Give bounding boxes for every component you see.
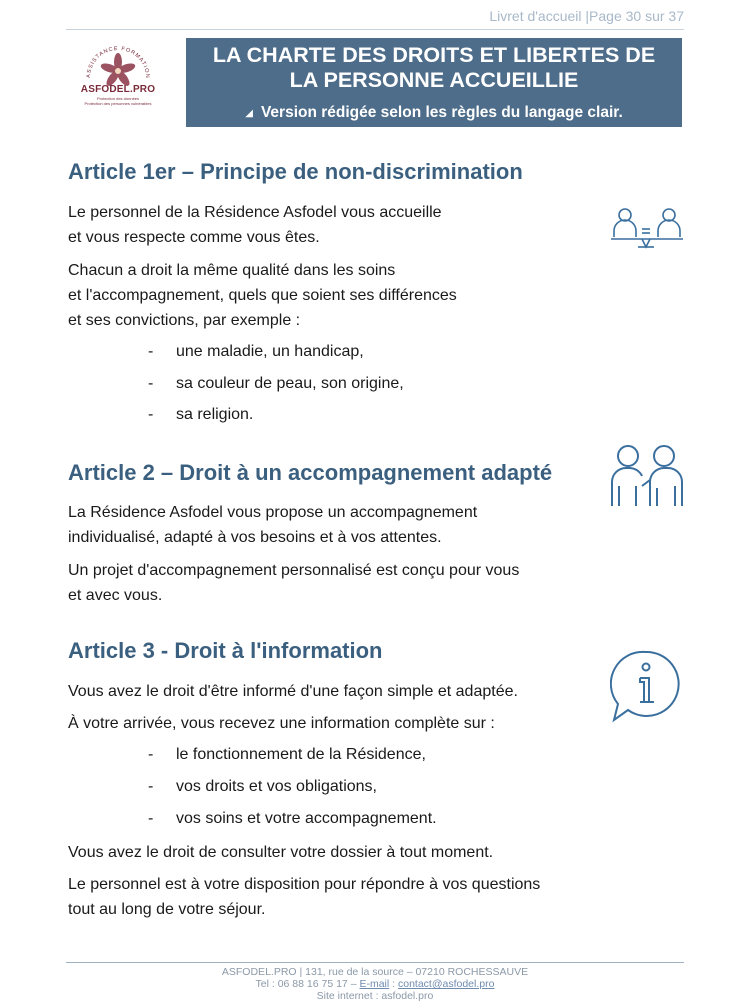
- title-subtitle: [186, 104, 682, 122]
- article1-p2-line1: Chacun a droit la même qualité dans les soins: [68, 262, 396, 279]
- logo-brand: ASFODEL.PRO: [80, 84, 156, 95]
- article2-p2-line1: Un projet d'accompagnement personnalisé est conçu pour vous: [68, 562, 520, 579]
- article1-heading: Article 1er – Principe de non-discrimination: [68, 159, 523, 184]
- footer-contact: [0, 978, 750, 990]
- article3-heading: Article 3 - Droit à l'information: [68, 638, 383, 663]
- footer-address: ASFODEL.PRO | 131, rue de la source – 07210 ROCHESSAUVE: [221, 966, 529, 978]
- info-speech-bubble-icon: [610, 648, 682, 724]
- footer-email-label: E-mail: [359, 978, 390, 990]
- article2-p1-line1: La Résidence Asfodel vous propose un accompagnement: [68, 504, 478, 521]
- footer-divider: [66, 962, 684, 963]
- subtitle-text: Version rédigée selon les règles du langage clair.: [260, 104, 623, 121]
- logo-subtitle: [78, 96, 158, 106]
- footer-tel: Tel : 06 88 16 75 17 –: [255, 978, 360, 990]
- article1-p2-line3: et ses convictions, par exemple :: [68, 312, 301, 329]
- title-line1: LA CHARTE DES DROITS ET LIBERTES DE: [212, 43, 656, 67]
- list-item: - sa couleur de peau, son origine,: [148, 375, 404, 392]
- article1-p1-line1: Le personnel de la Résidence Asfodel vous accueille: [68, 204, 442, 221]
- article3-p4-line2: tout au long de votre séjour.: [68, 901, 266, 918]
- two-people-icon: [608, 442, 686, 510]
- footer-email-sep: :: [389, 978, 398, 990]
- article2-p2-line2: et avec vous.: [68, 587, 163, 604]
- list-item: - une maladie, un handicap,: [148, 343, 364, 360]
- logo-sub2: Protection des personnes vulnérables: [84, 101, 152, 106]
- title-banner: [186, 38, 682, 127]
- list-item: - sa religion.: [148, 406, 254, 423]
- logo-sub1: Protection des données: [96, 96, 140, 101]
- page-header: Livret d'accueil |Page 30 sur 37: [489, 8, 684, 24]
- equality-scale-icon: [608, 205, 684, 255]
- triangle-icon: ◢: [245, 108, 253, 119]
- header-divider: [66, 29, 684, 30]
- article3-p3: Vous avez le droit de consulter votre dossier à tout moment.: [68, 844, 494, 861]
- article2-p1-line2: individualisé, adapté à vos besoins et à vos attentes.: [68, 529, 442, 546]
- title-line2: LA PERSONNE ACCUEILLIE: [289, 68, 579, 92]
- list-item: - vos droits et vos obligations,: [148, 778, 377, 795]
- article3-p1: Vous avez le droit d'être informé d'une façon simple et adaptée.: [68, 683, 518, 700]
- list-item: - le fonctionnement de la Résidence,: [148, 746, 426, 763]
- logo-arc-text: ASSISTANCE FORMATION: [85, 45, 151, 80]
- article3-p4-line1: Le personnel est à votre disposition pour répondre à vos questions: [68, 876, 541, 893]
- footer-email-link[interactable]: contact@asfodel.pro: [397, 978, 495, 990]
- footer-website[interactable]: Site internet : asfodel.pro: [316, 990, 434, 1002]
- article3-p2: À votre arrivée, vous recevez une information complète sur :: [68, 715, 495, 732]
- article2-heading: Article 2 – Droit à un accompagnement adapté: [68, 460, 553, 485]
- article1-p2-line2: et l'accompagnement, quels que soient ses différences: [68, 287, 457, 304]
- list-item: - vos soins et votre accompagnement.: [148, 810, 437, 827]
- article1-p1-line2: et vous respecte comme vous êtes.: [68, 229, 320, 246]
